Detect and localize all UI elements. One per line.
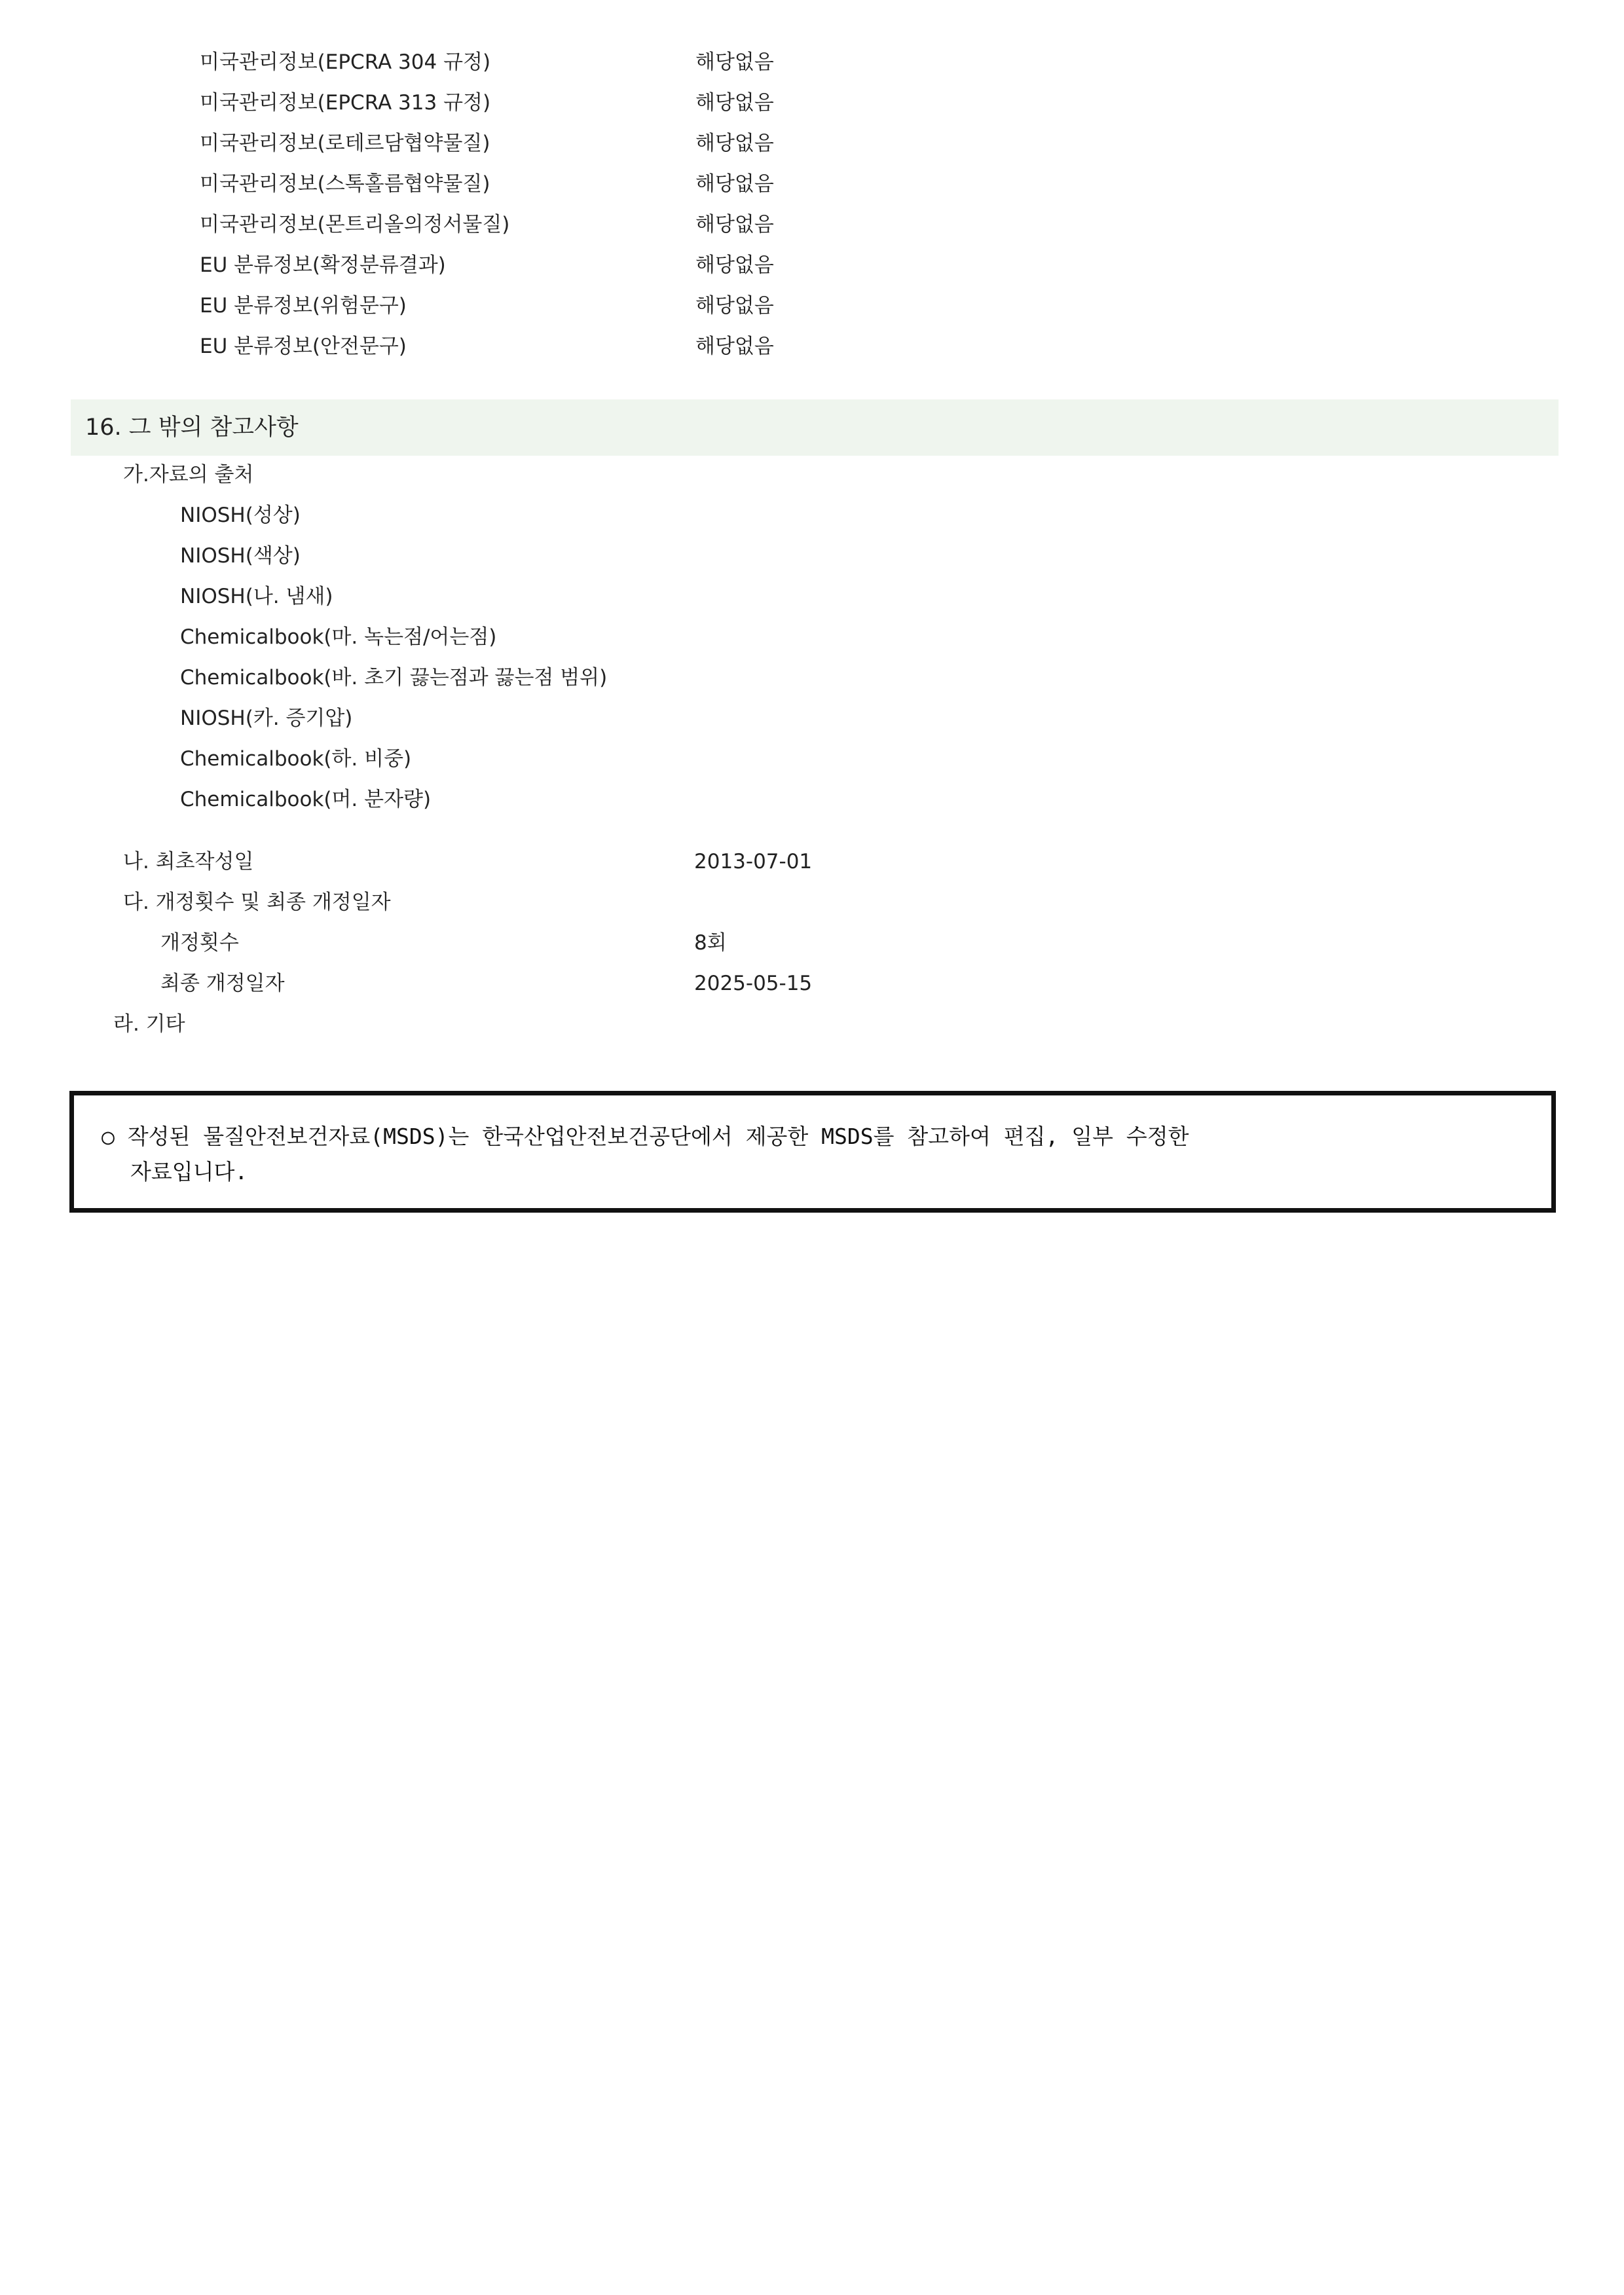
last-revised-row [160, 967, 1012, 1000]
regulatory-label: 미국관리정보(스톡홀름협약물질) [200, 172, 490, 196]
regulatory-row [200, 249, 986, 282]
section-title: 16. 그 밖의 참고사항 [85, 414, 299, 441]
source-item: NIOSH(나. 냄새) [180, 585, 333, 608]
regulatory-value: 해당없음 [695, 50, 774, 74]
regulatory-value: 해당없음 [695, 213, 774, 236]
regulatory-label: 미국관리정보(로테르담협약물질) [200, 132, 490, 155]
revision-count-value: 8회 [694, 931, 727, 955]
section-16-header [71, 399, 1559, 456]
last-revised-label: 최종 개정일자 [160, 972, 285, 995]
first-created-row [123, 845, 974, 878]
sources-heading: 가.자료의 출처 [123, 463, 254, 487]
regulatory-row [200, 330, 986, 363]
revision-count-label: 개정횟수 [160, 931, 239, 955]
regulatory-label: 미국관리정보(몬트리올의정서물질) [200, 213, 510, 236]
last-revised-value: 2025-05-15 [694, 972, 813, 995]
regulatory-label: EU 분류정보(확정분류결과) [200, 253, 446, 277]
regulatory-value: 해당없음 [695, 132, 774, 155]
notice-text-line2: 자료입니다. [130, 1159, 248, 1184]
source-item: NIOSH(성상) [180, 504, 301, 527]
regulatory-row [200, 127, 986, 160]
regulatory-value: 해당없음 [695, 294, 774, 318]
revision-heading: 다. 개정횟수 및 최종 개정일자 [123, 890, 391, 914]
source-item: NIOSH(색상) [180, 544, 301, 568]
regulatory-row [200, 289, 986, 322]
source-item: Chemicalbook(하. 비중) [180, 747, 412, 771]
regulatory-value: 해당없음 [695, 253, 774, 277]
regulatory-row [200, 46, 986, 79]
regulatory-label: EU 분류정보(안전문구) [200, 335, 407, 358]
regulatory-label: 미국관리정보(EPCRA 313 규정) [200, 91, 491, 115]
source-item: Chemicalbook(바. 초기 끓는점과 끓는점 범위) [180, 666, 608, 689]
first-created-label: 나. 최초작성일 [123, 850, 254, 873]
source-item: NIOSH(카. 증기압) [180, 707, 353, 730]
source-item: Chemicalbook(마. 녹는점/어는점) [180, 625, 497, 649]
regulatory-value: 해당없음 [695, 335, 774, 358]
notice-box [69, 1091, 1556, 1213]
regulatory-row [200, 168, 986, 200]
revision-count-row [160, 927, 1012, 959]
notice-text-line1: ○ 작성된 물질안전보건자료(MSDS)는 한국산업안전보건공단에서 제공한 MSDS를 참고하여 편집, 일부 수정한 [101, 1124, 1189, 1149]
regulatory-value: 해당없음 [695, 91, 774, 115]
regulatory-label: 미국관리정보(EPCRA 304 규정) [200, 50, 491, 74]
source-item: Chemicalbook(머. 분자량) [180, 788, 432, 811]
other-heading: 라. 기타 [113, 1012, 185, 1036]
regulatory-row [200, 208, 986, 241]
regulatory-row [200, 86, 986, 119]
regulatory-value: 해당없음 [695, 172, 774, 196]
regulatory-label: EU 분류정보(위험문구) [200, 294, 407, 318]
first-created-value: 2013-07-01 [694, 850, 813, 873]
